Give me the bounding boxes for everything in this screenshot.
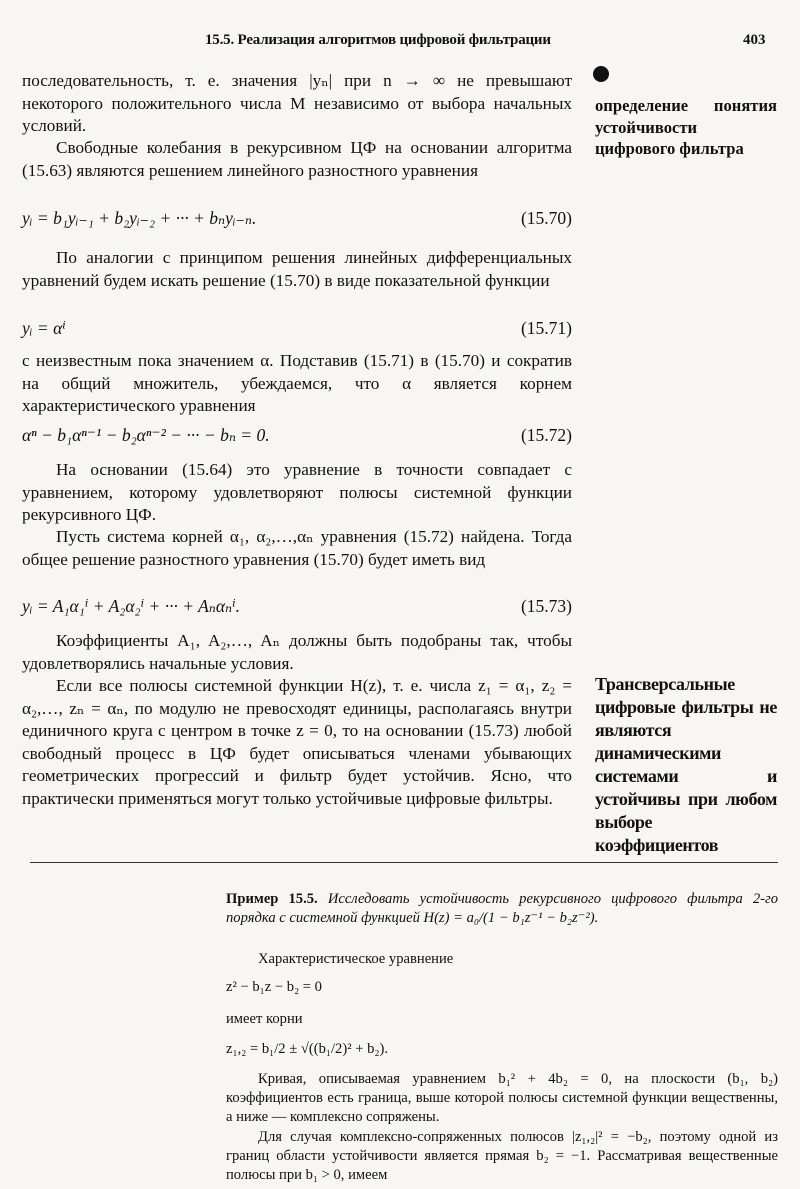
page-number: 403 xyxy=(743,32,766,48)
example-task: Исследовать устойчивость рекурсивного цифрового фильтра 2-го порядка с системной функцией H(z) = a₀/(1 − b₁z⁻¹ − b₂z⁻²). xyxy=(226,891,779,927)
margin-note-stability-definition: определение понятия устойчивости цифрового фильтра xyxy=(595,96,777,158)
example-statement xyxy=(226,890,778,928)
paragraph-5: На основании (15.64) это уравнение в точности совпадает с уравнением, которому удовлетворяют полюсы системной функции рекурсивного ЦФ. xyxy=(22,460,572,525)
equation-body: yᵢ = b₁yᵢ₋₁ + b₂yᵢ₋₂ + ··· + bₙyᵢ₋ₙ. xyxy=(22,208,257,228)
paragraph-4: с неизвестным пока значением α. Подставив (15.71) в (15.70) и сократив на общий множитель, убеждаемся, что α является корнем характеристического уравнения xyxy=(22,351,572,416)
roots-label: имеет корни xyxy=(226,1011,303,1027)
equation-body: αⁿ − b₁αⁿ⁻¹ − b₂αⁿ⁻² − ··· − bₙ = 0. xyxy=(22,425,270,445)
example-paragraph-2: Для случая комплексно-сопряженных полюсов |z₁,₂|² = −b₂, поэтому одной из границ области устойчивости является прямая b₂ = −1. Рассматривая вещественные полюсы при b₁ > 0, имеем xyxy=(226,1129,778,1184)
example-paragraph-1: Кривая, описываемая уравнением b₁² + 4b₂ = 0, на плоскости (b₁, b₂) коэффициентов есть граница, выше которой полюсы системной функции вещественны, а ниже — комплексно сопряжены. xyxy=(226,1071,778,1126)
paragraph-3: По аналогии с принципом решения линейных дифференциальных уравнений будем искать решение (15.70) в виде показательной функции xyxy=(22,248,572,290)
equation-15-73 xyxy=(22,596,572,620)
equation-15-70 xyxy=(22,208,572,232)
equation-body: yᵢ = A₁α₁ⁱ + A₂α₂ⁱ + ··· + Aₙαₙⁱ. xyxy=(22,596,241,616)
equation-number: (15.71) xyxy=(520,318,572,338)
margin-note-transversal-filters: Трансверсальные цифровые фильтры не являются динамическими системами и устойчивы при любом выборе коэффициентов xyxy=(595,674,777,855)
char-equation: z² − b₁z − b₂ = 0 xyxy=(226,979,322,995)
paragraph-7: Коэффициенты A₁, A₂,…, Aₙ должны быть подобраны так, чтобы удовлетворялись начальные условия. xyxy=(22,631,572,673)
equation-15-72 xyxy=(22,425,572,449)
paragraph-6: Пусть система корней α₁, α₂,…,αₙ уравнения (15.72) найдена. Тогда общее решение разностного уравнения (15.70) будет иметь вид xyxy=(22,527,572,569)
equation-number: (15.73) xyxy=(520,596,572,616)
paragraph-8: Если все полюсы системной функции H(z), т. е. числа z₁ = α₁, z₂ = α₂,…, zₙ = αₙ, по модулю не превосходят единицы, располагаясь внутри единичного круга с центром в точке z = 0, то на основании (15.73) любой свободный процесс в ЦФ будет описываться членами убывающих геометрических прогрессий и фильтр будет устойчив. Ясно, что практически применяться могут только устойчивые цифровые фильтры. xyxy=(22,676,572,808)
roots-formula: z₁,₂ = b₁/2 ± √((b₁/2)² + b₂). xyxy=(226,1041,388,1057)
equation-15-71 xyxy=(22,318,572,342)
equation-body: yᵢ = αⁱ xyxy=(22,318,66,338)
equation-number: (15.72) xyxy=(520,425,572,445)
example-label: Пример 15.5. xyxy=(226,891,318,907)
paragraph-2: Свободные колебания в рекурсивном ЦФ на основании алгоритма (15.63) являются решением линейного разностного уравнения xyxy=(22,138,572,180)
char-eq-label: Характеристическое уравнение xyxy=(258,951,454,967)
equation-number: (15.70) xyxy=(520,208,572,228)
section-divider xyxy=(30,862,778,863)
margin-bullet-icon xyxy=(593,66,609,82)
paragraph-1: последовательность, т. е. значения |yₙ| при n → ∞ не превышают некоторого положительного числа M независимо от выбора начальных условий. xyxy=(22,71,572,136)
running-header: 15.5. Реализация алгоритмов цифровой фильтрации xyxy=(205,32,551,48)
